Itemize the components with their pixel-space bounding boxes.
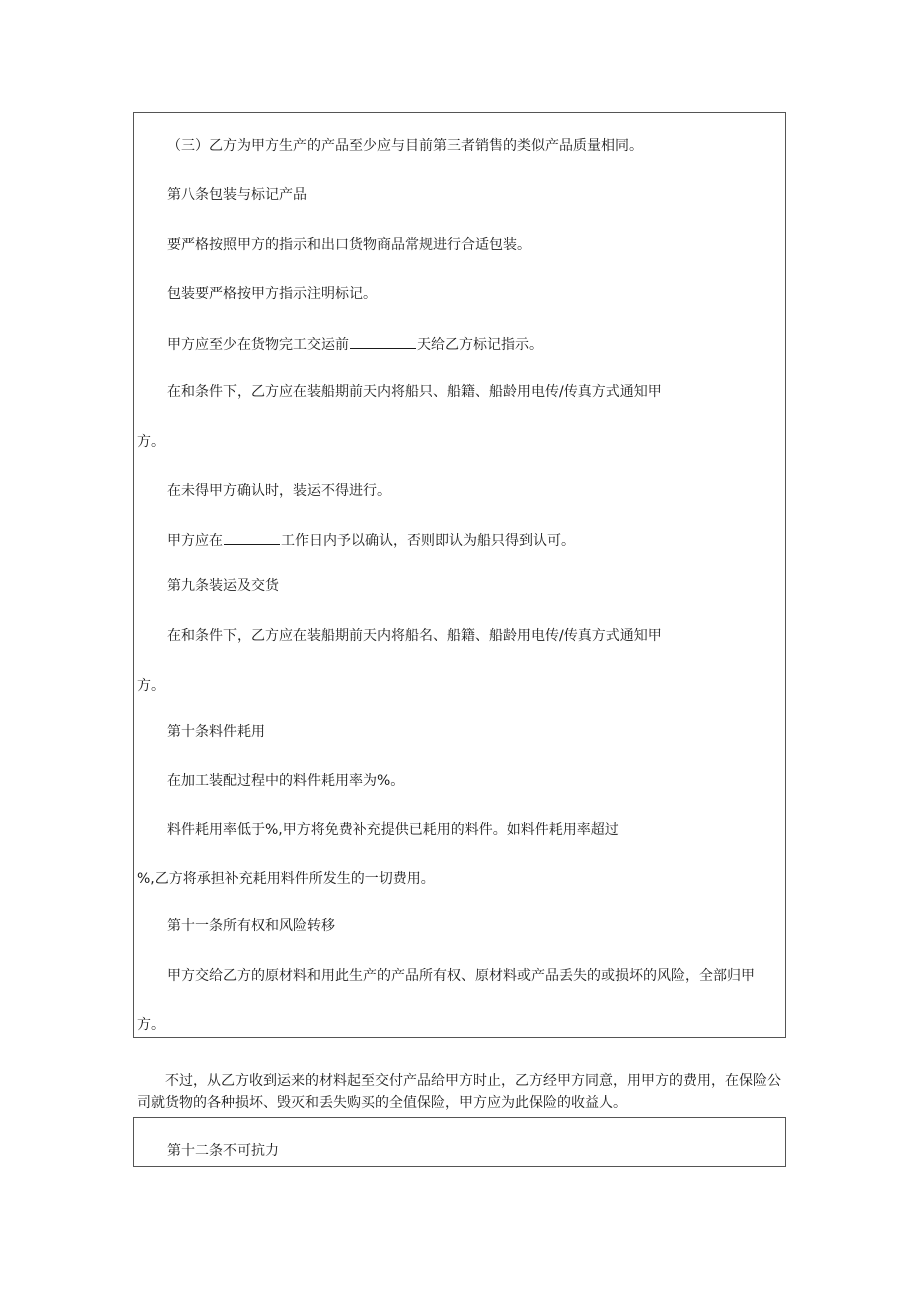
article-11-para-1-cont: 方。 xyxy=(137,1017,165,1033)
article-8-para-6-start: 甲方应在 xyxy=(167,533,223,549)
article-11-title: 第十一条所有权和风险转移 xyxy=(167,918,335,934)
article-11-para-2: 不过，从乙方收到运来的材料起至交付产品给甲方时止，乙方经甲方同意，用甲方的费用，在保险公司就货物的各种损坏、毁灭和丢失购买的全值保险，甲方应为此保险的收益人。 xyxy=(137,1073,781,1111)
article-10-para-2: 料件耗用率低于%,甲方将免费补充提供已耗用的料件。如料件耗用率超过 xyxy=(167,822,619,838)
article-8-title: 第八条包装与标记产品 xyxy=(167,187,307,203)
article-8-para-5: 在未得甲方确认时，装运不得进行。 xyxy=(167,483,391,499)
article-9-para-1: 在和条件下，乙方应在装船期前天内将船名、船籍、船龄用电传/传真方式通知甲 xyxy=(167,628,662,644)
article-9-para-1-cont: 方。 xyxy=(137,678,165,694)
article-8-para-3 xyxy=(167,334,543,354)
article-11-para-1: 甲方交给乙方的原材料和用此生产的产品所有权、原材料或产品丢失的或损坏的风险，全部归甲 xyxy=(167,968,755,984)
article-8-para-6-end: 工作日内予以确认，否则即认为船只得到认可。 xyxy=(281,533,575,549)
article-12-title: 第十二条不可抗力 xyxy=(167,1143,279,1159)
days-blank xyxy=(350,334,416,349)
article-8-para-3-start: 甲方应至少在货物完工交运前 xyxy=(167,337,349,353)
article-9-title: 第九条装运及交货 xyxy=(167,578,279,594)
article-8-para-3-end: 天给乙方标记指示。 xyxy=(417,337,543,353)
article-8-para-1: 要严格按照甲方的指示和出口货物商品常规进行合适包装。 xyxy=(167,237,531,253)
article-10-para-1: 在加工装配过程中的料件耗用率为%。 xyxy=(167,773,405,789)
article-8-para-2: 包装要严格按甲方指示注明标记。 xyxy=(167,286,377,302)
clause-7-3: （三）乙方为甲方生产的产品至少应与目前第三者销售的类似产品质量相同。 xyxy=(167,138,643,154)
article-8-para-4: 在和条件下，乙方应在装船期前天内将船只、船籍、船龄用电传/传真方式通知甲 xyxy=(167,384,662,400)
article-10-title: 第十条料件耗用 xyxy=(167,724,265,740)
workdays-blank xyxy=(224,530,280,545)
article-10-para-2-cont: %,乙方将承担补充耗用料件所发生的一切费用。 xyxy=(137,871,435,887)
article-8-para-4-cont: 方。 xyxy=(137,434,165,450)
article-8-para-6 xyxy=(167,530,575,550)
